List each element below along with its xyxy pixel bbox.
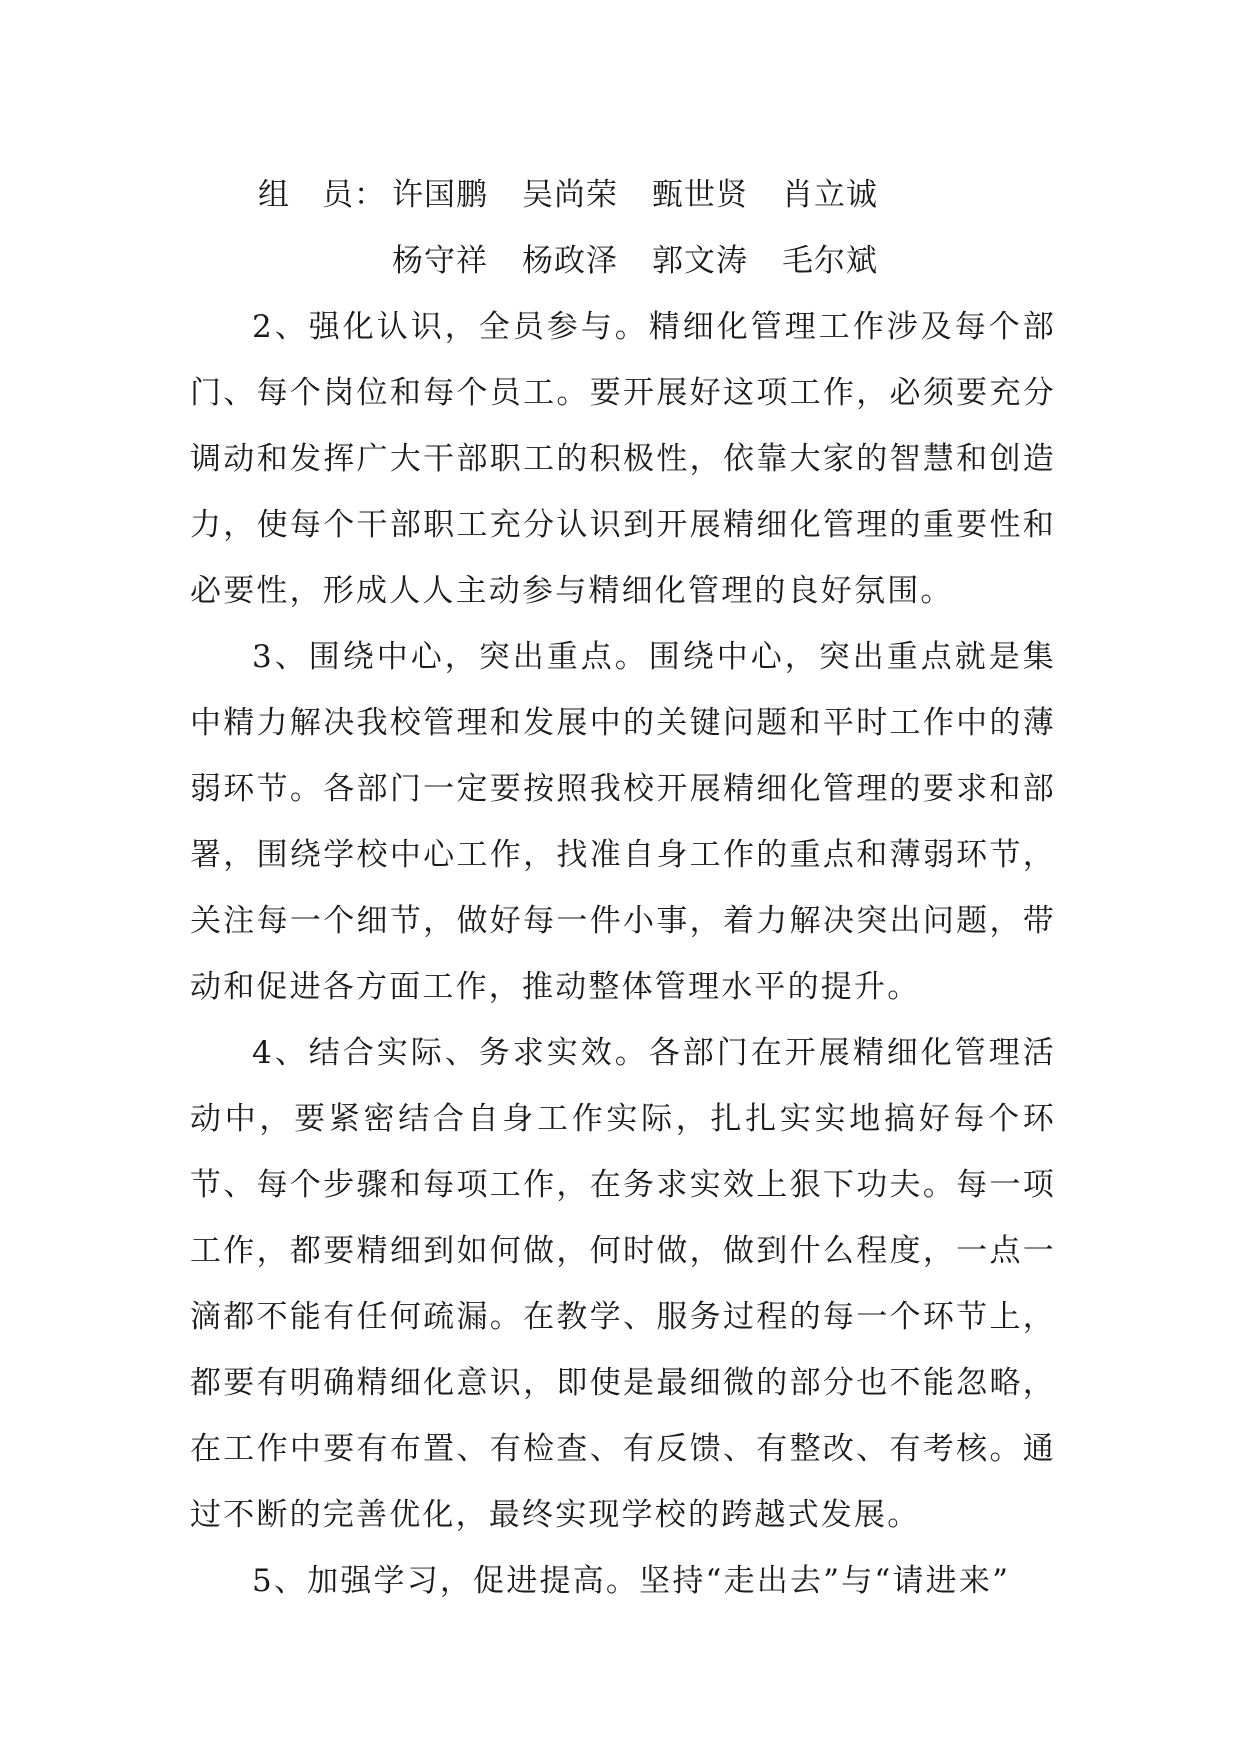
member-name: 杨政泽 [522,243,618,279]
member-name: 毛尔斌 [782,243,878,279]
members-label-right: 员： [322,177,386,213]
member-name: 肖立诚 [782,177,878,213]
member-name: 吴尚荣 [522,177,618,213]
members-row-1 [258,162,912,228]
member-name: 郭文涛 [652,243,748,279]
paragraph-4: 4、结合实际、务求实效。各部门在开展精细化管理活动中，要紧密结合自身工作实际，扎扎实实地搞好每个环节、每个步骤和每项工作，在务求实效上狠下功夫。每一项工作，都要精细到如何做，何时做，做到什么程度，一点一滴都不能有任何疏漏。在教学、服务过程的每一个环节上，都要有明确精细化意识，即使是最细微的部分也不能忽略，在工作中要有布置、有检查、有反馈、有整改、有考核。通过不断的完善优化，最终实现学校的跨越式发展。 [190,1035,1056,1533]
member-name: 甄世贤 [652,177,748,213]
paragraph-2: 2、强化认识，全员参与。精细化管理工作涉及每个部门、每个岗位和每个员工。要开展好这项工作，必须要充分调动和发挥广大干部职工的积极性，依靠大家的智慧和创造力，使每个干部职工充分认识到开展精细化管理的重要性和必要性，形成人人主动参与精细化管理的良好氛围。 [190,309,1056,609]
document-body [190,294,1056,1614]
group-members-list [258,162,912,294]
member-name: 许国鹏 [392,177,488,213]
members-row-2 [258,228,912,294]
member-name: 杨守祥 [392,243,488,279]
paragraph-3: 3、围绕中心，突出重点。围绕中心，突出重点就是集中精力解决我校管理和发展中的关键问题和平时工作中的薄弱环节。各部门一定要按照我校开展精细化管理的要求和部署，围绕学校中心工作，找准自身工作的重点和薄弱环节，关注每一个细节，做好每一件小事，着力解决突出问题，带动和促进各方面工作，推动整体管理水平的提升。 [190,639,1056,1005]
paragraph-5: 5、加强学习，促进提高。坚持“走出去”与“请进来” [252,1563,1011,1599]
members-label [258,162,392,228]
members-label-left: 组 [258,177,290,213]
